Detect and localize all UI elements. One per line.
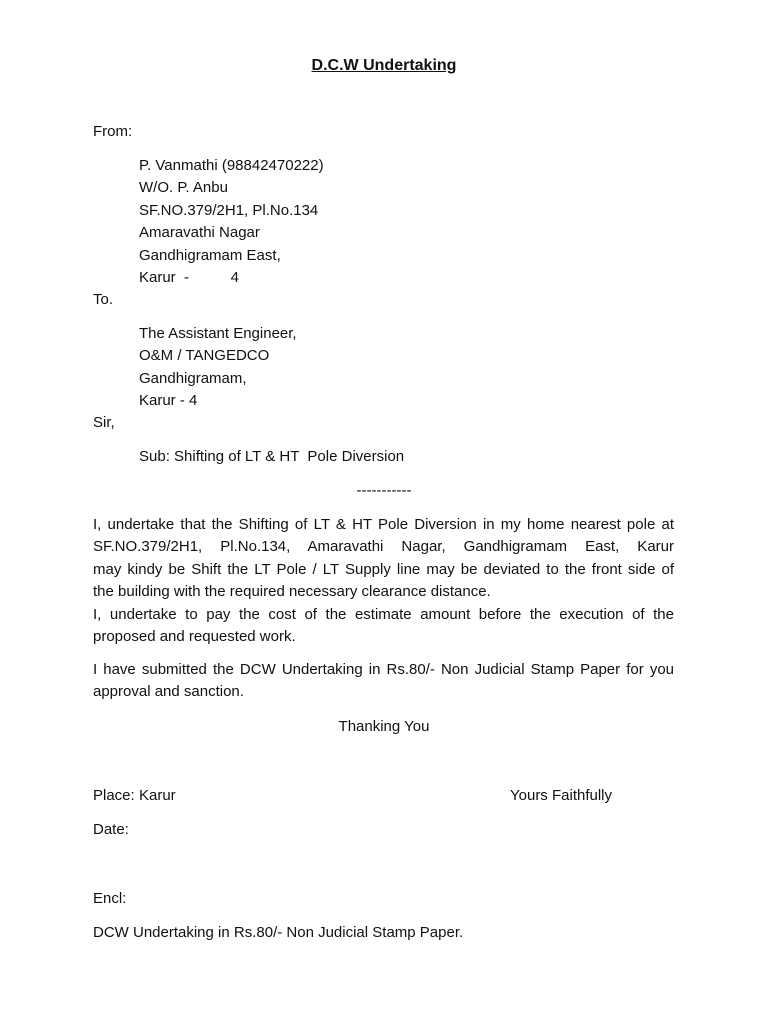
sender-address-line: Karur - 4 [139,269,240,287]
sender-address-line: Amaravathi Nagar [139,224,260,242]
undertaking-paragraph [93,514,674,648]
sender-address-line: Gandhigramam East, [139,246,281,264]
closing-line: Yours Faithfully [510,787,612,804]
place-value: Karur [139,787,176,804]
recipient-address-line: O&M / TANGEDCO [139,347,270,365]
place-label: Place: [93,787,135,804]
recipient-address-line: The Assistant Engineer, [139,325,297,342]
date-label: Date: [93,821,129,838]
paragraph-line: may kindy be Shift the LT Pole / LT Supply line may be deviated to the front side of [93,560,674,578]
salutation: Sir, [93,414,115,431]
to-label: To. [93,291,114,308]
enclosure-label: Encl: [93,890,127,907]
document-title: D.C.W Undertaking [311,57,457,74]
recipient-address-line: Karur - 4 [139,392,198,410]
paragraph-line: approval and sanction. [93,683,244,701]
paragraph-line: I, undertake that the Shifting of LT & HT Pole Diversion in my home nearest pole at [93,516,674,533]
paragraph-line: SF.NO.379/2H1, Pl.No.134, Amaravathi Nagar, Gandhigramam East, Karur [93,538,674,556]
sender-address-line: SF.NO.379/2H1, Pl.No.134 [139,201,319,219]
sender-address [139,155,324,289]
from-label: From: [93,123,133,140]
sender-address-line: W/O. P. Anbu [139,179,228,197]
recipient-address-line: Gandhigramam, [139,369,247,387]
sender-address-line: P. Vanmathi (98842470222) [139,157,324,174]
enclosure-text: DCW Undertaking in Rs.80/- Non Judicial Stamp Paper. [93,924,464,941]
submission-paragraph [93,659,674,704]
paragraph-line: I have submitted the DCW Undertaking in Rs.80/- Non Judicial Stamp Paper for you [93,661,674,678]
separator: ----------- [356,482,412,499]
thanking-line: Thanking You [338,718,430,735]
paragraph-line: the building with the required necessary clearance distance. [93,583,491,601]
paragraph-line: I, undertake to pay the cost of the estimate amount before the execution of the [93,605,674,623]
paragraph-line: proposed and requested work. [93,628,296,646]
recipient-address [139,323,297,413]
subject-line: Sub: Shifting of LT & HT Pole Diversion [139,448,405,465]
